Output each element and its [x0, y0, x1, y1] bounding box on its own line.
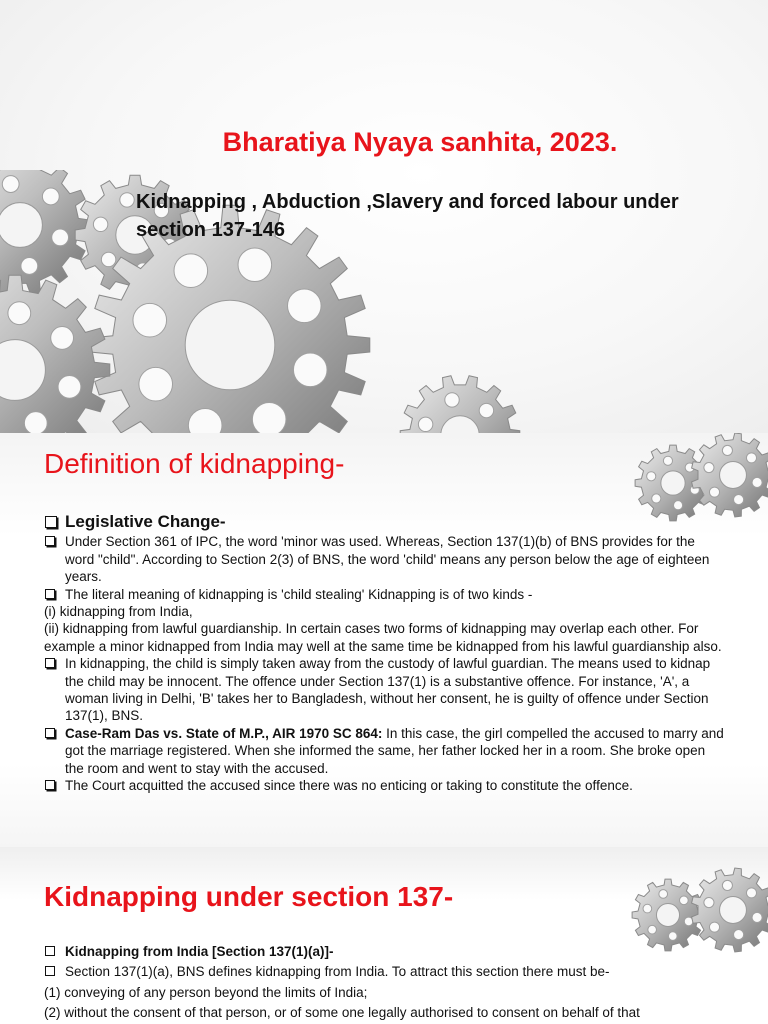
gear-hole-icon — [722, 445, 732, 455]
gear-hole-icon — [663, 456, 672, 465]
gear-hole-icon — [42, 188, 59, 205]
gear-hole-icon — [652, 494, 661, 503]
gear-hole-icon — [238, 248, 272, 282]
gear-hole-icon — [668, 932, 677, 941]
gear-hole-icon — [709, 487, 719, 497]
gear-hub-icon — [185, 300, 275, 390]
gear-hole-icon — [752, 912, 762, 922]
gear-hole-icon — [174, 254, 208, 288]
gear-hole-icon — [287, 289, 321, 323]
gear-hole-icon — [2, 176, 19, 193]
list-item: Case-Ram Das vs. State of M.P., AIR 1970 SC 864: In this case, the girl compelled the accused to marry and got the marriage registered. When she informed the same, her father locked her in a room. She broke open the room and went to stay with the accused. — [44, 725, 724, 777]
section-title: Definition of kidnapping- — [44, 448, 345, 479]
list-item: The Court acquitted the accused since there was no enticing or taking to constitute the offence. — [44, 777, 724, 794]
gear-hole-icon — [648, 925, 657, 934]
gear-hole-icon — [479, 403, 493, 417]
gear-hole-icon — [52, 229, 69, 246]
gear-hole-icon — [643, 904, 652, 913]
gear-hole-icon — [133, 303, 167, 337]
gear-hole-icon — [647, 472, 656, 481]
gear-hole-icon — [58, 375, 81, 398]
gear-hole-icon — [120, 193, 134, 207]
gear-hole-icon — [673, 501, 682, 510]
section-title: Kidnapping under section 137- — [44, 881, 454, 912]
gear-hole-icon — [722, 880, 732, 890]
gear-hub-icon — [0, 203, 42, 248]
list-item: Section 137(1)(a), BNS defines kidnapping from India. To attract this section there must be- — [44, 963, 724, 980]
gear-hole-icon — [418, 417, 432, 431]
list-item: In kidnapping, the child is simply taken away from the custody of lawful guardian. The means used to kidnap the child may be innocent. The offence under Section 137(1) is a substantive offence. For instance, 'A', a woman living in Delhi, 'B' takes her to Bangladesh, without her consent, he is guilty of offence under Section 137(1), BNS. — [44, 655, 724, 725]
gear-hole-icon — [8, 302, 31, 325]
paragraph: (1) conveying of any person beyond the limits of India; — [44, 984, 368, 1000]
gear-hole-icon — [704, 463, 714, 473]
gear-hole-icon — [101, 252, 115, 266]
checkbox-bullet-icon — [45, 780, 55, 790]
title-slide — [0, 0, 768, 433]
section-137-slide — [0, 847, 768, 1024]
checkbox-bullet-icon — [45, 658, 55, 668]
gear-hole-icon — [734, 495, 744, 505]
checkbox-bullet-icon — [45, 728, 55, 738]
gear-hole-icon — [752, 477, 762, 487]
slide-title: Bharatiya Nyaya sanhita, 2023. — [222, 127, 618, 157]
slide-body — [44, 943, 724, 1022]
list-item: Under Section 361 of IPC, the word 'minor was used. Whereas, Section 137(1)(b) of BNS provides for the word "child". According to Section 2(3) of BNS, the word 'child' means any person below the age of eighteen years. — [44, 533, 724, 585]
gear-hole-icon — [734, 930, 744, 940]
gear-hub-icon — [720, 897, 747, 924]
list-item: Legislative Change- — [44, 513, 724, 530]
gear-hole-icon — [709, 922, 719, 932]
gear-hole-icon — [139, 367, 173, 401]
gear-hole-icon — [24, 412, 47, 433]
checkbox-bullet-icon — [45, 589, 55, 599]
gear-hole-icon — [680, 896, 689, 905]
gear-hole-icon — [704, 898, 714, 908]
paragraph: (2) without the consent of that person, or of some one legally authorised to consent on behalf of that — [44, 1005, 640, 1021]
checkbox-bullet-icon — [45, 536, 55, 546]
gear-hole-icon — [746, 453, 756, 463]
gear-hole-icon — [746, 888, 756, 898]
list-item: The literal meaning of kidnapping is 'child stealing' Kidnapping is of two kinds - — [44, 586, 724, 603]
checkbox-bullet-icon — [45, 946, 55, 956]
paragraph: (i) kidnapping from India, — [44, 604, 193, 620]
gear-hole-icon — [252, 402, 286, 433]
paragraph: (ii) kidnapping from lawful guardianship. In certain cases two forms of kidnapping may overlap each other. For example a minor kidnapped from India may well at the same time be kidnapped from his lawful guardianship also. — [44, 621, 722, 654]
gear-hub-icon — [661, 471, 685, 495]
gear-hole-icon — [445, 393, 459, 407]
gear-hub-icon — [720, 462, 747, 489]
gear-hole-icon — [659, 890, 668, 899]
slide-body — [44, 513, 724, 795]
checkbox-bullet-icon — [45, 966, 55, 976]
list-item: Kidnapping from India [Section 137(1)(a)]- — [44, 943, 724, 960]
gear-hole-icon — [51, 327, 74, 350]
gear-hole-icon — [21, 258, 38, 275]
gear-hub-icon — [656, 903, 679, 926]
slide-subtitle: Kidnapping , Abduction ,Slavery and forced labour under section 137-146 — [136, 191, 679, 241]
gear-hole-icon — [93, 217, 107, 231]
checkbox-bullet-icon — [45, 516, 57, 528]
definition-slide — [0, 433, 768, 847]
gear-hole-icon — [293, 353, 327, 387]
